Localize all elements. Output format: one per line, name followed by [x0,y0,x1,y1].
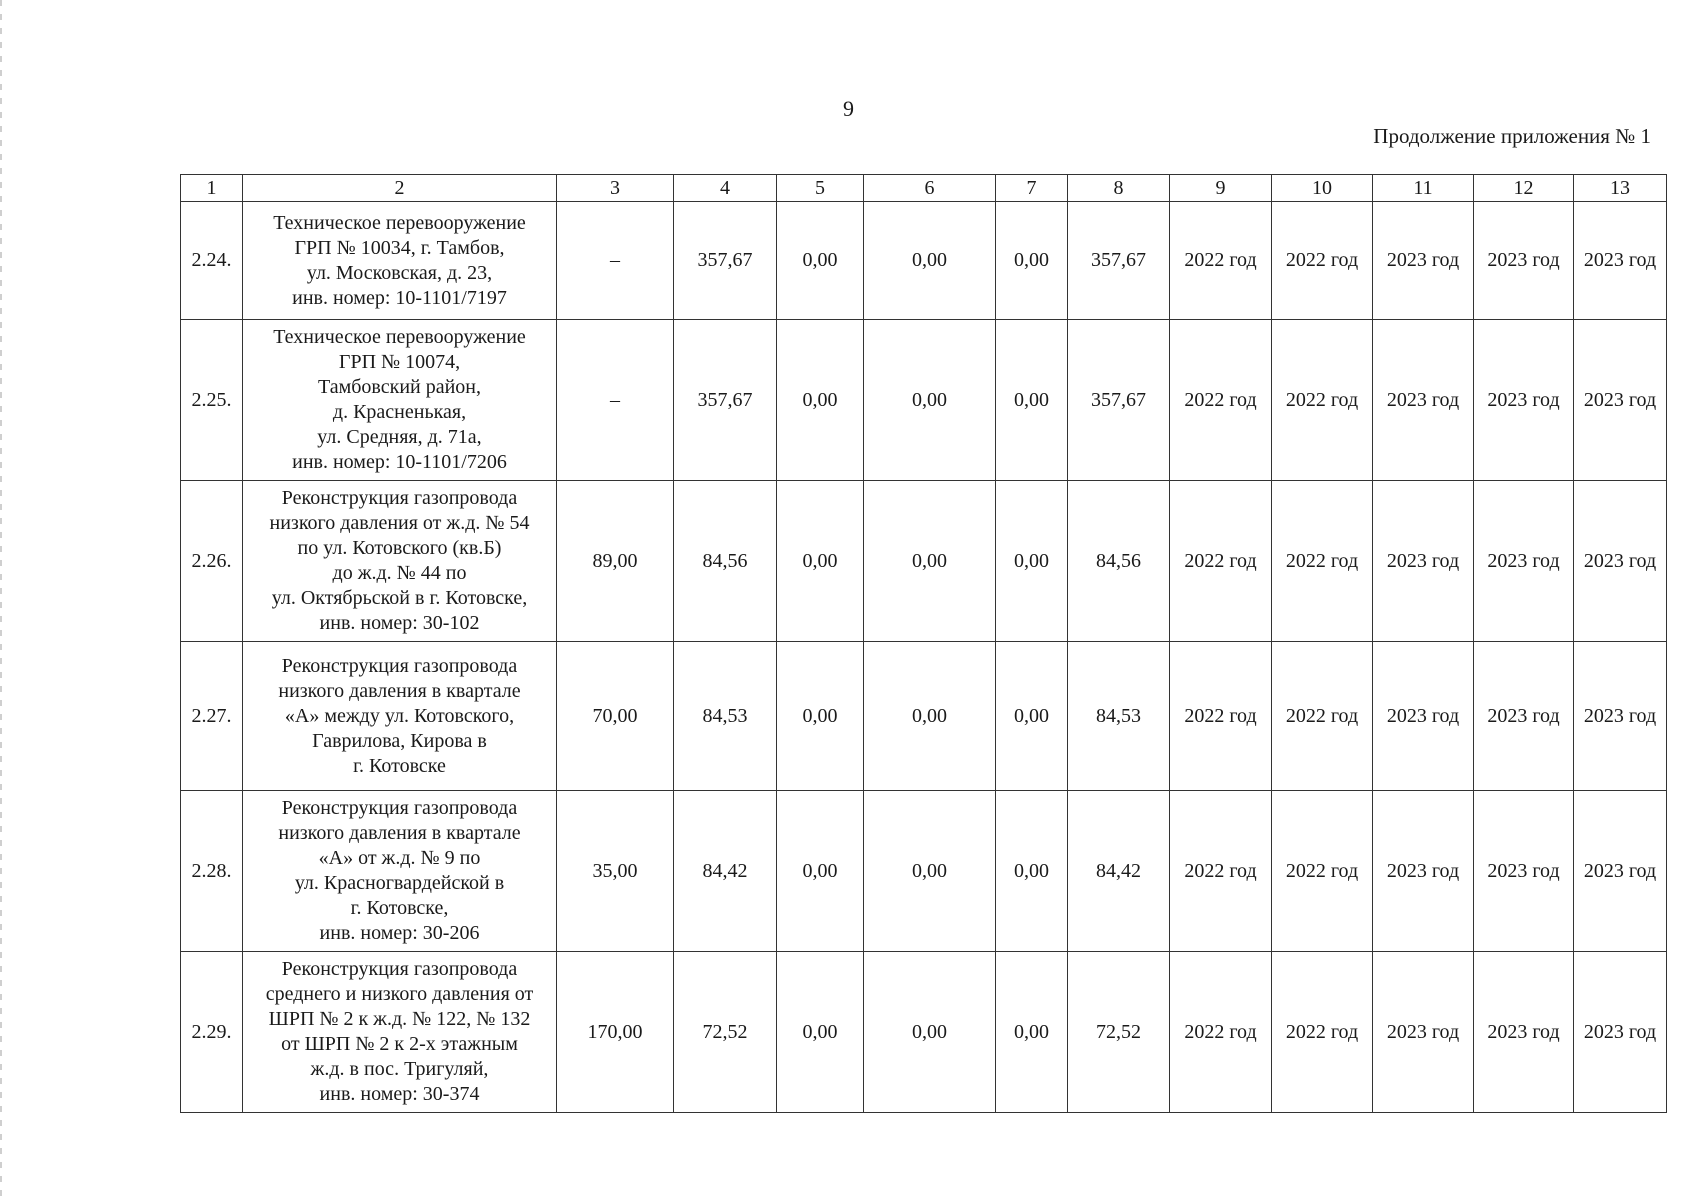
table-row [181,320,1667,481]
value-cell-col-12: 2023 год [1474,952,1574,1113]
value-cell-col-12: 2023 год [1474,202,1574,320]
description-line: по ул. Котовского (кв.Б) [297,537,502,559]
col-header-4: 4 [674,175,777,202]
value-cell-col-7: 0,00 [996,642,1068,791]
table-row [181,791,1667,952]
value-cell-col-8: 72,52 [1068,952,1170,1113]
project-description-cell [243,791,557,952]
value-cell-col-8: 84,53 [1068,642,1170,791]
header-row [181,175,1667,202]
description-line: ул. Октябрьской в г. Котовске, [271,587,528,609]
value-cell-col-7: 0,00 [996,791,1068,952]
value-cell-col-5: 0,00 [777,952,864,1113]
description-line: г. Котовске, [350,897,449,919]
table-row [181,952,1667,1113]
value-cell-col-12: 2023 год [1474,481,1574,642]
value-cell-col-4: 357,67 [674,320,777,481]
value-cell-col-9: 2022 год [1170,481,1272,642]
description-line: низкого давления в квартале [278,822,521,844]
value-cell-col-6: 0,00 [864,481,996,642]
table-body [181,202,1667,1113]
appendix-table [180,174,1667,1113]
value-cell-col-8: 357,67 [1068,320,1170,481]
value-cell-col-6: 0,00 [864,952,996,1113]
value-cell-col-4: 84,53 [674,642,777,791]
value-cell-col-4: 84,56 [674,481,777,642]
description-line: ул. Московская, д. 23, [306,261,493,284]
value-cell-col-3: – [557,320,674,481]
value-cell-col-13: 2023 год [1574,952,1667,1113]
project-description-cell [243,952,557,1113]
col-header-7: 7 [996,175,1068,202]
value-cell-col-8: 84,42 [1068,791,1170,952]
description-line: ул. Средняя, д. 71а, [317,426,482,448]
appendix-continuation-note: Продолжение приложения № 1 [1373,124,1651,148]
value-cell-col-5: 0,00 [777,320,864,481]
page-number: 9 [843,96,854,121]
description-line: инв. номер: 30-206 [319,922,480,944]
col-header-10: 10 [1272,175,1373,202]
description-line: «А» между ул. Котовского, [284,704,515,727]
description-line: низкого давления в квартале [278,679,521,702]
value-cell-col-7: 0,00 [996,481,1068,642]
value-cell-col-3: – [557,202,674,320]
value-cell-col-13: 2023 год [1574,642,1667,791]
table-row [181,642,1667,791]
value-cell-col-13: 2023 год [1574,202,1667,320]
col-header-9: 9 [1170,175,1272,202]
value-cell-col-10: 2022 год [1272,952,1373,1113]
description-line: ГРП № 10074, [338,351,461,373]
col-header-12: 12 [1474,175,1574,202]
project-description-cell [243,481,557,642]
value-cell-col-6: 0,00 [864,202,996,320]
item-number-cell: 2.28. [181,791,243,952]
col-header-2: 2 [243,175,557,202]
col-header-1: 1 [181,175,243,202]
col-header-8: 8 [1068,175,1170,202]
value-cell-col-3: 170,00 [557,952,674,1113]
value-cell-col-6: 0,00 [864,320,996,481]
value-cell-col-7: 0,00 [996,320,1068,481]
value-cell-col-4: 84,42 [674,791,777,952]
value-cell-col-10: 2022 год [1272,320,1373,481]
value-cell-col-13: 2023 год [1574,791,1667,952]
item-number-cell: 2.24. [181,202,243,320]
description-line: от ШРП № 2 к 2-х этажным [281,1033,518,1055]
description-line: ГРП № 10034, г. Тамбов, [294,236,505,259]
value-cell-col-10: 2022 год [1272,202,1373,320]
col-header-3: 3 [557,175,674,202]
col-header-11: 11 [1373,175,1474,202]
item-number-cell: 2.26. [181,481,243,642]
value-cell-col-12: 2023 год [1474,791,1574,952]
description-line: г. Котовске [353,754,446,777]
description-line: Реконструкция газопровода [281,797,518,819]
col-header-5: 5 [777,175,864,202]
value-cell-col-13: 2023 год [1574,320,1667,481]
value-cell-col-11: 2023 год [1373,320,1474,481]
description-line: Гаврилова, Кирова в [312,729,487,752]
item-number-cell: 2.27. [181,642,243,791]
value-cell-col-6: 0,00 [864,642,996,791]
description-line: Реконструкция газопровода [281,654,518,677]
description-line: инв. номер: 10-1101/7206 [292,451,507,473]
value-cell-col-8: 84,56 [1068,481,1170,642]
value-cell-col-11: 2023 год [1373,952,1474,1113]
description-line: д. Красненькая, [332,401,467,423]
value-cell-col-12: 2023 год [1474,320,1574,481]
description-line: Реконструкция газопровода [281,487,518,509]
value-cell-col-5: 0,00 [777,791,864,952]
value-cell-col-4: 357,67 [674,202,777,320]
value-cell-col-11: 2023 год [1373,481,1474,642]
scan-edge-artifact [0,0,2,1200]
description-line: до ж.д. № 44 по [332,562,467,584]
description-line: инв. номер: 30-102 [319,612,480,634]
value-cell-col-5: 0,00 [777,642,864,791]
value-cell-col-3: 89,00 [557,481,674,642]
value-cell-col-3: 35,00 [557,791,674,952]
description-line: инв. номер: 30-374 [319,1083,480,1105]
description-line: Реконструкция газопровода [281,958,518,980]
item-number-cell: 2.29. [181,952,243,1113]
description-line: инв. номер: 10-1101/7197 [292,286,507,309]
table-row [181,481,1667,642]
value-cell-col-9: 2022 год [1170,791,1272,952]
value-cell-col-10: 2022 год [1272,791,1373,952]
description-line: ШРП № 2 к ж.д. № 122, № 132 [268,1008,531,1030]
value-cell-col-6: 0,00 [864,791,996,952]
project-description-cell [243,642,557,791]
value-cell-col-7: 0,00 [996,952,1068,1113]
description-line: среднего и низкого давления от [265,983,534,1005]
value-cell-col-4: 72,52 [674,952,777,1113]
value-cell-col-5: 0,00 [777,481,864,642]
table-row [181,202,1667,320]
value-cell-col-11: 2023 год [1373,202,1474,320]
description-line: Техническое перевооружение [273,211,526,234]
value-cell-col-10: 2022 год [1272,481,1373,642]
description-line: ул. Красногвардейской в [294,872,505,894]
value-cell-col-7: 0,00 [996,202,1068,320]
value-cell-col-5: 0,00 [777,202,864,320]
item-number-cell: 2.25. [181,320,243,481]
description-line: ж.д. в пос. Тригуляй, [310,1058,489,1080]
value-cell-col-3: 70,00 [557,642,674,791]
value-cell-col-11: 2023 год [1373,642,1474,791]
col-header-13: 13 [1574,175,1667,202]
value-cell-col-9: 2022 год [1170,642,1272,791]
value-cell-col-13: 2023 год [1574,481,1667,642]
value-cell-col-9: 2022 год [1170,952,1272,1113]
value-cell-col-11: 2023 год [1373,791,1474,952]
value-cell-col-12: 2023 год [1474,642,1574,791]
col-header-6: 6 [864,175,996,202]
value-cell-col-8: 357,67 [1068,202,1170,320]
description-line: Техническое перевооружение [273,326,526,348]
value-cell-col-10: 2022 год [1272,642,1373,791]
description-line: низкого давления от ж.д. № 54 [269,512,530,534]
description-line: «А» от ж.д. № 9 по [318,847,481,869]
value-cell-col-9: 2022 год [1170,320,1272,481]
description-line: Тамбовский район, [317,376,482,398]
project-description-cell [243,202,557,320]
project-description-cell [243,320,557,481]
value-cell-col-9: 2022 год [1170,202,1272,320]
